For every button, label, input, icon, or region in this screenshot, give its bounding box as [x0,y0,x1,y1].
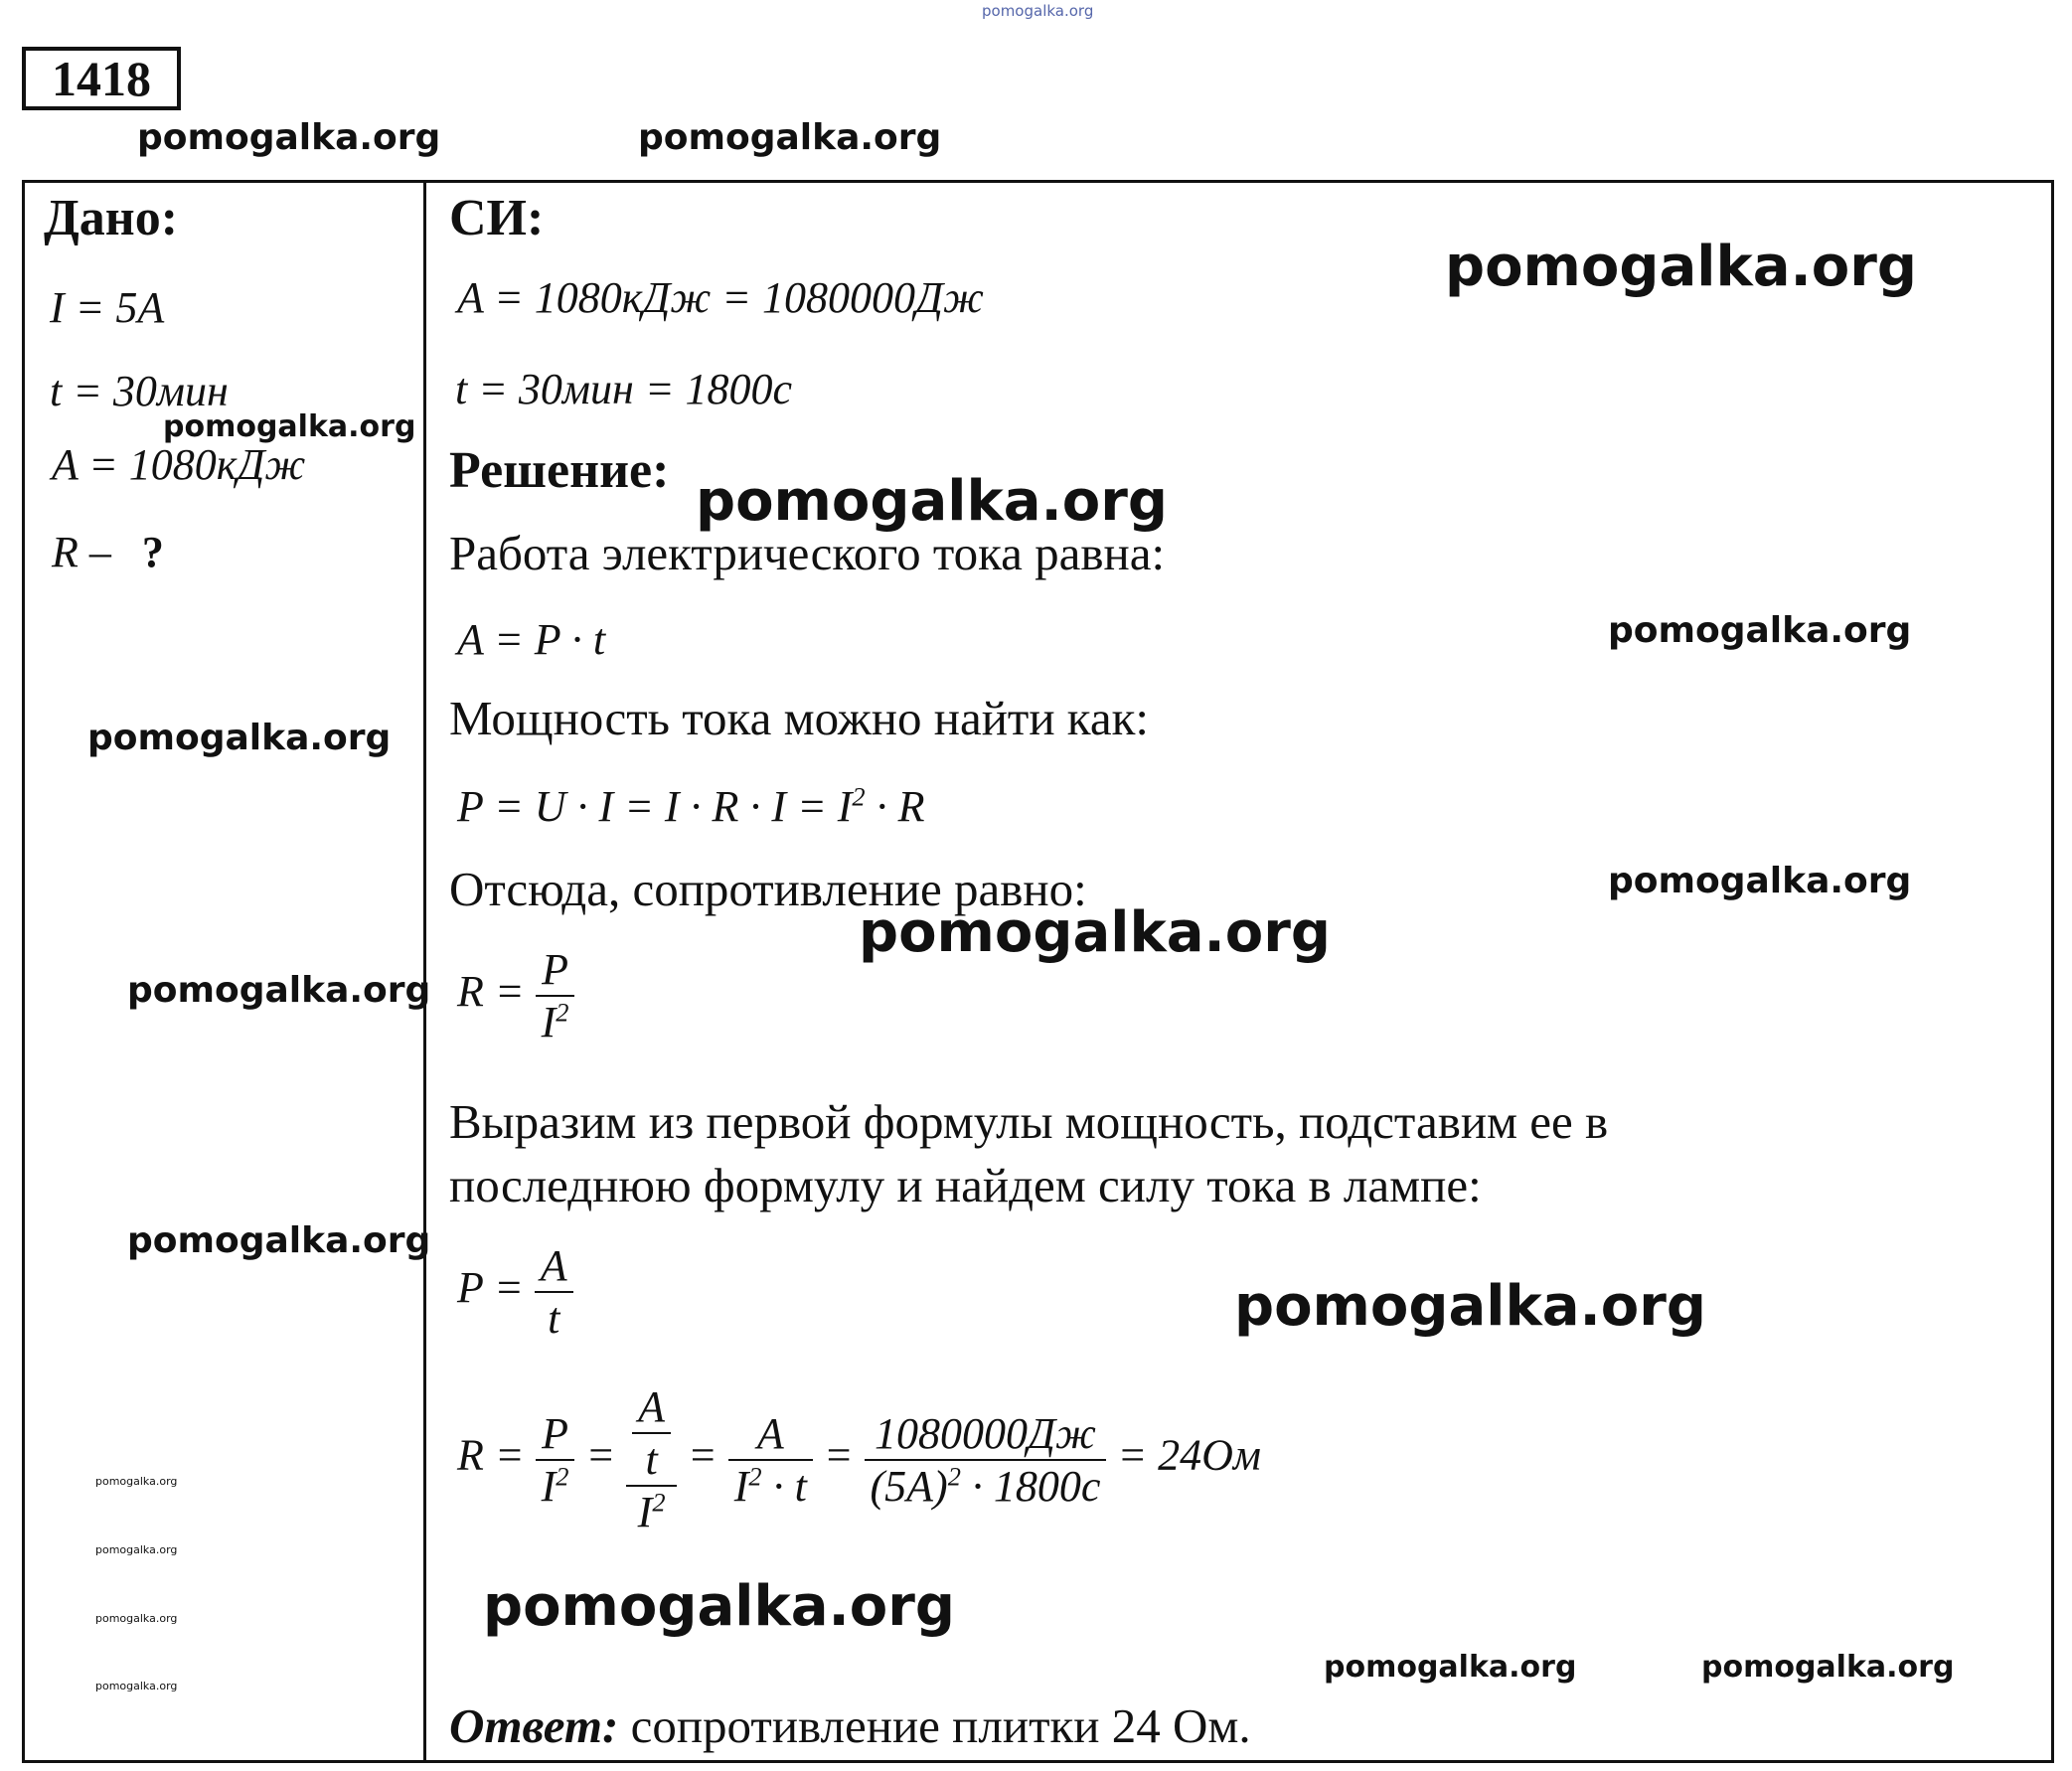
formula-resistance-num: P [536,944,575,997]
formula-resistance-den [536,997,575,1047]
solution-text-power: Мощность тока можно найти как: [449,691,1150,745]
watermark-si: pomogalka.org [1445,235,1917,299]
given-heading: Дано: [44,190,179,246]
formula-power-from-work-lhs: P = [457,1263,524,1313]
formula-power-exp: 2 [852,781,866,812]
watermark-solution-2: pomogalka.org [1608,610,1912,651]
formula-resistance-lhs: R = [457,967,525,1017]
formula-final-frac-1-den [536,1461,575,1512]
formula-final [457,1381,1261,1537]
formula-resistance-den-exp: 2 [556,997,569,1028]
formula-final-frac-2-den [626,1487,677,1537]
watermark-given-5: pomogalka.org [95,1475,178,1488]
formula-resistance [457,944,574,1047]
watermark-solution-8: pomogalka.org [1701,1650,1955,1685]
watermark-header-right: pomogalka.org [638,117,942,158]
formula-final-r: R = [457,1430,525,1480]
formula-final-eq-2: = [688,1430,717,1480]
solution-text-express-1: Выразим из первой формулы мощность, подставим ее в [449,1094,1609,1149]
formula-final-frac-2 [626,1381,677,1537]
given-question-mark: ? [141,528,164,576]
formula-power-rhs: · R [865,782,925,831]
formula-final-result: = 24Ом [1117,1430,1261,1480]
solution-heading: Решение: [449,442,670,499]
formula-final-frac-1-num: P [536,1408,575,1461]
formula-final-frac-2-inner [632,1381,671,1485]
formula-final-frac-2-den-base: I [637,1488,653,1536]
given-unknown [52,527,164,577]
solution-text-resistance: Отсюда, сопротивление равно: [449,862,1087,916]
watermark-given-7: pomogalka.org [95,1612,178,1625]
formula-final-frac-4 [865,1408,1107,1512]
formula-final-frac-3-den [728,1461,813,1512]
formula-power-from-work [457,1240,573,1344]
formula-final-frac-1-den-exp: 2 [556,1460,569,1491]
formula-final-frac-3-den-tail: · t [761,1461,807,1511]
formula-final-frac-2-inner-num: A [632,1381,671,1434]
formula-final-frac-2-den-exp: 2 [652,1487,666,1518]
formula-final-frac-1 [536,1408,575,1512]
watermark-given-6: pomogalka.org [95,1543,178,1556]
si-work: A = 1080кДж = 1080000Дж [457,273,984,322]
watermark-given-8: pomogalka.org [95,1680,178,1692]
formula-final-frac-3-den-base: I [733,1461,749,1511]
watermark-solution-6: pomogalka.org [483,1574,955,1639]
solution-text-work: Работа электрического тока равна: [449,526,1166,580]
formula-power [457,781,925,832]
formula-final-frac-4-den-right: · 1800с [960,1461,1101,1511]
watermark-solution-3: pomogalka.org [1608,861,1912,901]
formula-final-frac-3 [728,1408,813,1512]
watermark-solution-7: pomogalka.org [1324,1650,1577,1685]
formula-power-from-work-num: A [535,1240,573,1293]
formula-final-frac-3-num: A [728,1408,813,1461]
formula-final-frac-2-inner-den: t [645,1435,658,1484]
watermark-header-left: pomogalka.org [137,117,441,158]
given-time: t = 30мин [50,367,229,415]
formula-work: A = P · t [457,615,606,664]
formula-final-eq-1: = [585,1430,616,1480]
formula-final-frac-4-den [865,1461,1107,1512]
watermark-solution-4: pomogalka.org [859,900,1331,965]
formula-final-frac-3-den-exp: 2 [748,1460,762,1491]
formula-final-frac-2-num [626,1381,677,1487]
formula-resistance-fraction [536,944,575,1047]
si-time: t = 30мин = 1800с [455,365,793,413]
formula-final-frac-4-den-left: (5A) [870,1461,948,1511]
watermark-top: pomogalka.org [982,2,1094,20]
formula-power-from-work-fraction [535,1240,573,1344]
formula-final-frac-1-den-base: I [541,1461,557,1511]
problem-number: 1418 [22,47,181,110]
watermark-solution-5: pomogalka.org [1234,1274,1706,1339]
watermark-given-2: pomogalka.org [87,718,392,758]
formula-final-frac-4-den-exp: 2 [947,1460,961,1491]
given-work: A = 1080кДж [52,440,306,489]
answer-label: Ответ: [449,1698,619,1753]
given-unknown-label: R – [52,528,111,576]
watermark-given-4: pomogalka.org [127,1220,431,1261]
formula-final-frac-4-num: 1080000Дж [865,1408,1107,1461]
si-heading: СИ: [449,190,545,246]
answer-text: сопротивление плитки 24 Ом. [618,1698,1251,1753]
formula-power-from-work-den: t [548,1294,560,1343]
given-current: I = 5A [50,283,165,332]
watermark-given-3: pomogalka.org [127,970,431,1011]
solution-text-express-2: последнюю формулу и найдем силу тока в лампе: [449,1158,1482,1212]
watermark-solution-1: pomogalka.org [696,469,1168,534]
formula-final-eq-3: = [823,1430,854,1480]
answer-line [449,1697,1251,1754]
formula-power-lhs: P = U · I = I · R · I = I [457,782,853,831]
watermark-given-1: pomogalka.org [163,409,416,444]
formula-resistance-den-base: I [541,998,557,1046]
